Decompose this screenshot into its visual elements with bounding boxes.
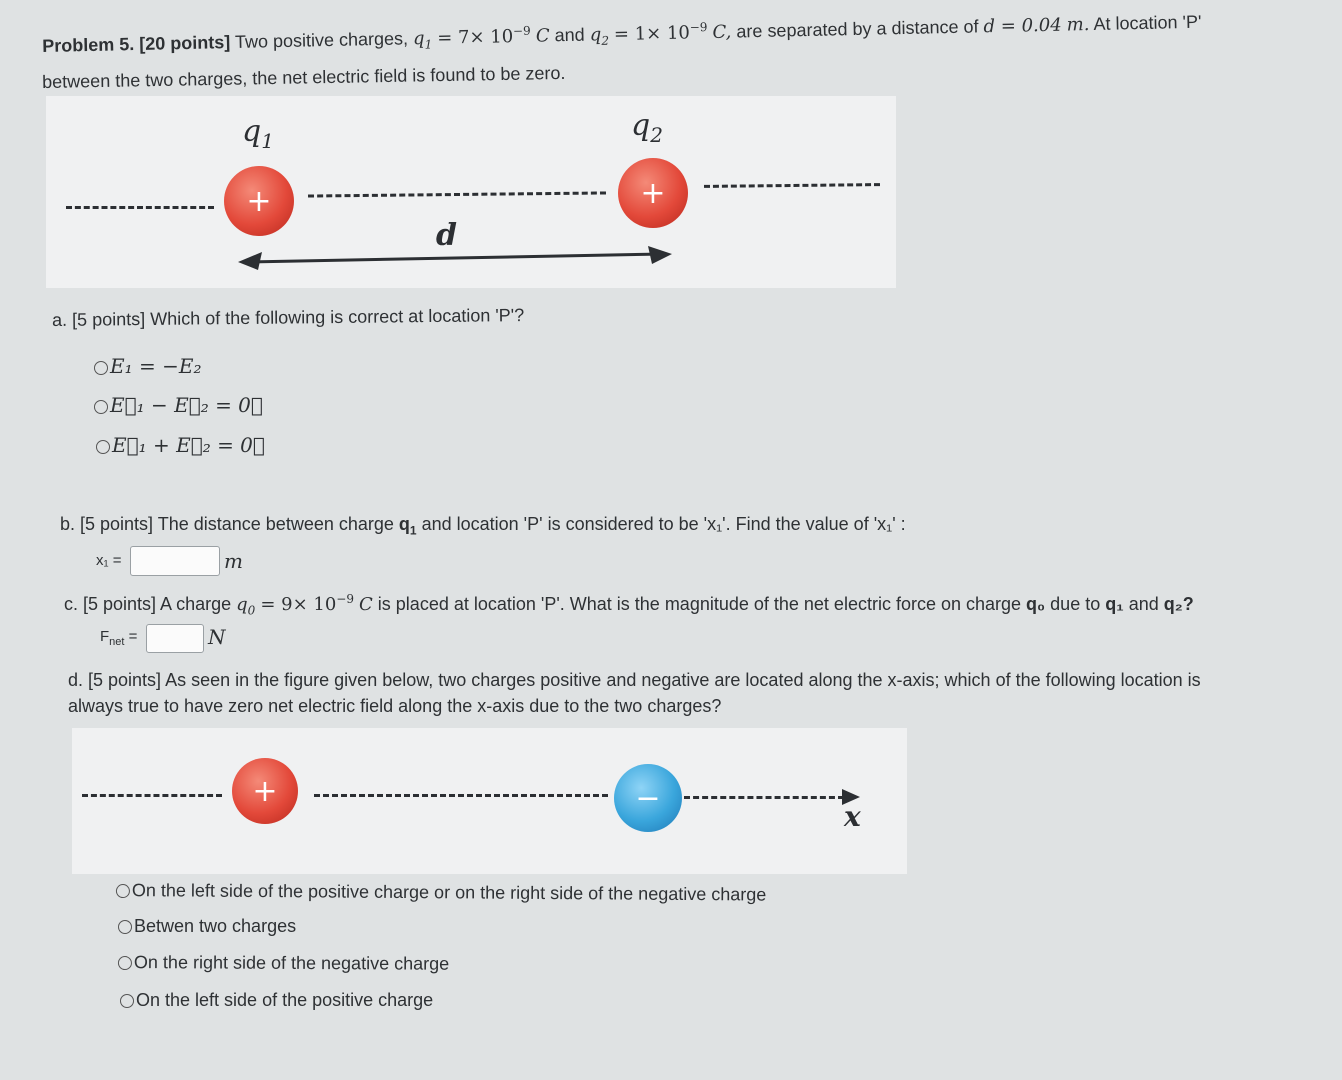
part-d-option-4-label: On the left side of the positive charge <box>136 990 434 1010</box>
dashed-line-right <box>704 183 880 188</box>
part-b-unit: m <box>224 549 243 573</box>
plus-icon: + <box>252 773 278 809</box>
q2-figure-label: $q_2$ <box>631 108 663 147</box>
part-d-option-2-label: Betwen two charges <box>134 916 297 936</box>
distance-arrow <box>236 244 676 272</box>
part-d-line-1: d. [5 points] As seen in the figure given below, two charges positive and negative are located along the x-axis; which of the following location is <box>68 670 1201 690</box>
part-a-option-1-label: E₁ = −E₂ <box>110 354 202 378</box>
part-d-option-4[interactable] <box>120 990 433 1011</box>
part-d-option-3[interactable] <box>118 952 449 975</box>
part-a-option-3-label: E⃗₁ + E⃗₂ = 0⃗ <box>112 433 265 457</box>
plus-icon: + <box>246 183 272 219</box>
q1-symbol: $q_1$ <box>412 27 433 52</box>
radio-icon[interactable] <box>118 956 132 970</box>
part-d-option-3-label: On the right side of the negative charge <box>133 952 450 974</box>
negative-charge <box>614 764 682 832</box>
part-b-question: b. [5 points] The distance between charge $q_1$ and location 'P' is considered to be 'x₁'. Find the value of 'x₁' : <box>60 514 906 538</box>
part-c-unit: N <box>208 625 226 649</box>
radio-icon[interactable] <box>96 440 110 454</box>
plus-icon: + <box>640 175 666 211</box>
part-a-option-2-label: E⃗₁ − E⃗₂ = 0⃗ <box>110 393 263 417</box>
part-d-option-1[interactable] <box>116 880 767 906</box>
x-axis-label: x <box>844 800 861 833</box>
x-axis-dashed <box>684 796 844 799</box>
part-c-question: c. [5 points] A charge $q_0 = 9\times 10^{-9}$ C is placed at location 'P'. What is the magnitude of the net electric force on charge q₀ due to q₁ and q₂? <box>64 592 1194 618</box>
x1-input[interactable] <box>130 546 220 576</box>
part-a-option-3[interactable] <box>96 433 265 457</box>
q1-value: = $7\times 10^{-9}$ <box>436 23 531 49</box>
distance-unit: m. <box>1066 14 1090 36</box>
problem-line-2: between the two charges, the net electric field is found to be zero. <box>42 62 566 92</box>
part-b-input-label: x₁ = <box>96 552 122 569</box>
q2-unit: C, <box>712 21 732 43</box>
problem-mid: are separated by a distance of <box>736 16 979 42</box>
problem-label: Problem 5. [20 points] <box>42 32 231 56</box>
q1-unit: C <box>535 25 550 47</box>
part-d-option-2[interactable] <box>118 916 296 937</box>
radio-icon[interactable] <box>94 361 108 375</box>
problem-tail: At location 'P' <box>1093 11 1202 34</box>
radio-icon[interactable] <box>118 920 132 934</box>
part-d-option-1-label: On the left side of the positive charge or on the right side of the negative charge <box>131 880 767 905</box>
q1-positive-charge <box>224 166 294 236</box>
radio-icon[interactable] <box>94 400 108 414</box>
q1-figure-label: $q_1$ <box>242 114 274 153</box>
part-a-question: a. [5 points] Which of the following is correct at location 'P'? <box>52 305 525 330</box>
figure-positive-negative-charges <box>72 728 907 874</box>
distance-label: d <box>436 218 457 253</box>
fnet-input[interactable] <box>146 624 204 653</box>
distance-value: d = 0.04 <box>983 14 1062 38</box>
positive-charge <box>232 758 298 824</box>
part-a-option-2[interactable] <box>94 393 263 417</box>
q2-symbol: $q_2$ <box>589 24 610 48</box>
part-c-input-label: $F_{net}$ = <box>100 628 138 648</box>
radio-icon[interactable] <box>120 994 134 1008</box>
radio-icon[interactable] <box>116 884 130 898</box>
q2-positive-charge <box>618 158 688 228</box>
dashed-line-left <box>82 794 222 797</box>
dashed-line-middle <box>314 794 608 797</box>
part-d-line-2: always true to have zero net electric field along the x-axis due to the two charges? <box>68 696 722 716</box>
q2-value: = $1\times 10^{-9}$ <box>613 20 708 46</box>
problem-line-1 <box>42 10 1202 60</box>
problem-intro: Two positive charges, <box>234 28 409 52</box>
minus-icon: − <box>635 780 661 816</box>
part-a-option-1[interactable] <box>94 354 201 378</box>
dashed-line-left <box>66 206 214 209</box>
and-text: and <box>554 24 585 46</box>
figure-two-positive-charges <box>46 96 896 288</box>
dashed-line-middle <box>308 191 606 197</box>
